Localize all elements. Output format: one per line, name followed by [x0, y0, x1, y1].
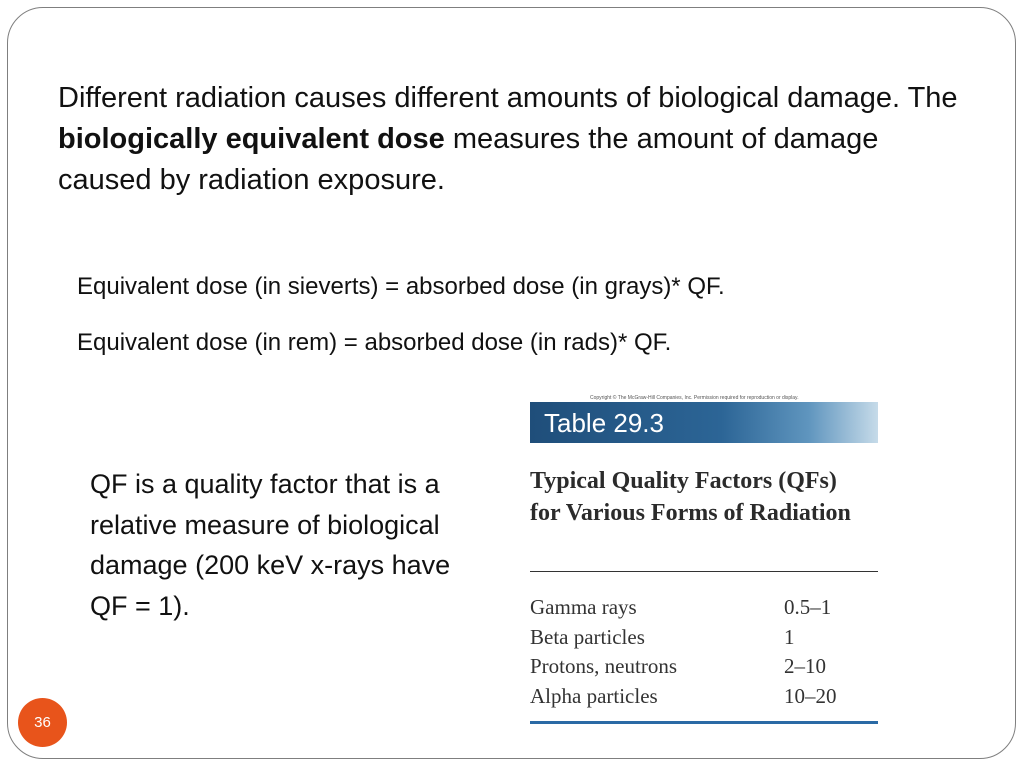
formula-rem: Equivalent dose (in rem) = absorbed dose (in rads)* QF. — [77, 329, 672, 356]
radiation-type-cell: Alpha particles — [530, 683, 658, 708]
intro-bold-term: biologically equivalent dose — [58, 123, 445, 155]
table-number-label: Table 29.3 — [544, 408, 664, 438]
table-copyright-notice: Copyright © The McGraw-Hill Companies, Inc. Permission required for reproduction or display. — [590, 395, 799, 401]
table-row — [530, 652, 878, 682]
formula-sieverts: Equivalent dose (in sieverts) = absorbed dose (in grays)* QF. — [77, 273, 725, 300]
intro-text-part2: measures the amount of damage caused by radiation exposure. — [58, 123, 879, 196]
qf-value-cell: 10–20 — [784, 683, 837, 708]
intro-paragraph — [58, 78, 958, 201]
table-bottom-rule — [530, 721, 878, 724]
table-banner — [530, 402, 878, 443]
quality-factor-table-figure — [530, 395, 878, 725]
table-body — [530, 593, 878, 711]
qf-definition-text: QF is a quality factor that is a relative measure of biological damage (200 keV x-rays have QF = 1). — [90, 469, 451, 621]
qf-value-cell: 2–10 — [784, 654, 826, 678]
table-top-rule — [530, 571, 878, 572]
qf-value-cell: 1 — [784, 624, 795, 649]
radiation-type-cell: Beta particles — [530, 624, 645, 649]
qf-value-cell: 0.5–1 — [784, 595, 832, 619]
table-row — [530, 623, 878, 653]
radiation-type-cell: Gamma rays — [530, 595, 637, 619]
table-heading: Typical Quality Factors (QFs) for Various Forms of Radiation — [530, 468, 851, 526]
radiation-type-cell: Protons, neutrons — [530, 654, 677, 678]
table-row — [530, 682, 878, 712]
page-number-badge: 36 — [18, 698, 67, 747]
table-row — [530, 593, 878, 623]
intro-text-part1: Different radiation causes different amounts of biological damage. The — [58, 82, 958, 114]
